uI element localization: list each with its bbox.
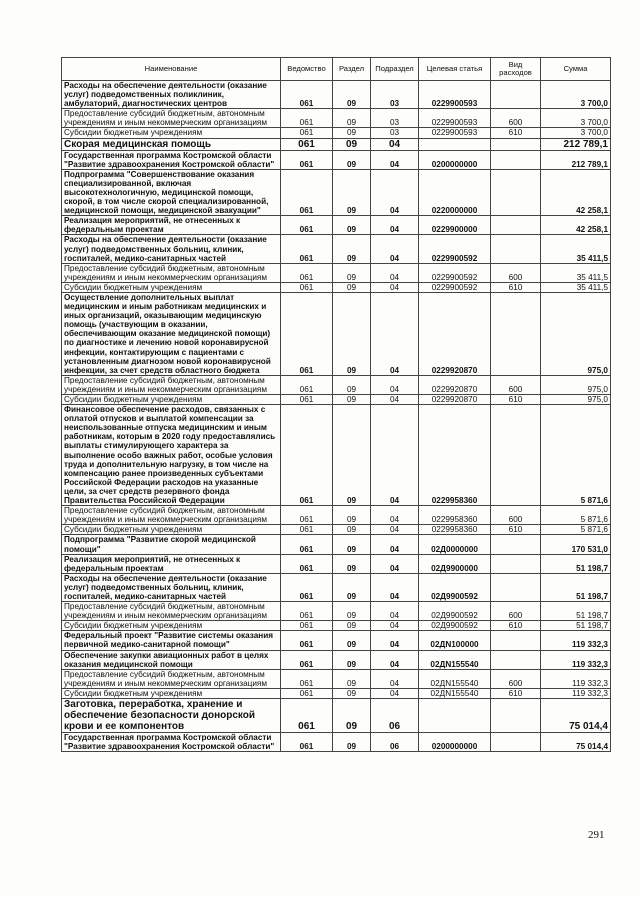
table-row <box>62 81 611 109</box>
cell-amount: 119 332,3 <box>541 631 611 650</box>
cell-expense-type <box>491 699 541 733</box>
cell-amount: 75 014,4 <box>541 733 611 752</box>
table-row <box>62 395 611 405</box>
cell-name: Субсидии бюджетным учреждениям <box>62 621 281 631</box>
cell-department: 061 <box>281 602 333 621</box>
cell-name: Заготовка, переработка, хранение и обеспечение безопасности донорской крови и ее компонентов <box>62 699 281 733</box>
cell-target-item: 02ДN100000 <box>419 631 491 650</box>
cell-expense-type <box>491 554 541 573</box>
cell-target-item: 02Д9900592 <box>419 602 491 621</box>
cell-department: 061 <box>281 169 333 215</box>
cell-expense-type <box>491 150 541 169</box>
cell-amount: 170 531,0 <box>541 535 611 554</box>
cell-subsection: 06 <box>371 733 419 752</box>
cell-name: Предоставление субсидий бюджетным, автономным учреждениям и иным некоммерческим организациям <box>62 506 281 525</box>
cell-section: 09 <box>333 282 371 292</box>
cell-subsection: 04 <box>371 535 419 554</box>
cell-name: Реализация мероприятий, не отнесенных к федеральным проектам <box>62 554 281 573</box>
table-row <box>62 573 611 601</box>
cell-subsection: 04 <box>371 602 419 621</box>
cell-section: 09 <box>333 405 371 506</box>
table-row <box>62 621 611 631</box>
cell-target-item: 0229900593 <box>419 109 491 128</box>
cell-expense-type: 600 <box>491 109 541 128</box>
cell-section: 09 <box>333 128 371 138</box>
cell-subsection: 04 <box>371 621 419 631</box>
cell-department: 061 <box>281 150 333 169</box>
cell-target-item: 0229900593 <box>419 81 491 109</box>
cell-department: 061 <box>281 216 333 235</box>
cell-name: Осуществление дополнительных выплат медицинским и иным работникам медицинских и иных организаций, оказывающим медицинскую помощь (участвующим в оказании, обеспечивающим оказание медицинской помощи) по диагностике и лечению новой коронавирусной инфекции, контактирующим с пациентами с установленным диагнозом новой коронавирусной инфекции, за счет средств областного бюджета <box>62 292 281 375</box>
cell-expense-type: 600 <box>491 602 541 621</box>
cell-department: 061 <box>281 650 333 669</box>
cell-target-item <box>419 138 491 150</box>
cell-target-item: 02ДN155540 <box>419 688 491 698</box>
table-row <box>62 405 611 506</box>
cell-amount: 42 258,1 <box>541 216 611 235</box>
table-row <box>62 375 611 394</box>
cell-department: 061 <box>281 631 333 650</box>
cell-subsection: 04 <box>371 650 419 669</box>
cell-amount: 42 258,1 <box>541 169 611 215</box>
cell-section: 09 <box>333 699 371 733</box>
cell-amount: 212 789,1 <box>541 138 611 150</box>
cell-amount: 35 411,5 <box>541 235 611 263</box>
cell-expense-type: 600 <box>491 263 541 282</box>
cell-subsection: 04 <box>371 506 419 525</box>
cell-target-item <box>419 699 491 733</box>
cell-subsection: 04 <box>371 138 419 150</box>
cell-name: Финансовое обеспечение расходов, связанных с оплатой отпусков и выплатой компенсации за неиспользованные отпуска медицинским и иным работникам, которым в 2020 году предоставлялись выплаты стимулирующего характера за выполнение особо важных работ, особые условия труда и дополнительную нагрузку, в том числе на компенсацию ранее произведенных субъектами Российской Федерации расходов на указанные цели, за счет средств резервного фонда Правительства Российской Федерации <box>62 405 281 506</box>
cell-section: 09 <box>333 263 371 282</box>
cell-section: 09 <box>333 525 371 535</box>
cell-section: 09 <box>333 169 371 215</box>
cell-target-item: 0229958360 <box>419 506 491 525</box>
cell-expense-type: 610 <box>491 621 541 631</box>
cell-section: 09 <box>333 650 371 669</box>
cell-department: 061 <box>281 375 333 394</box>
header-department: Ведомство <box>281 58 333 81</box>
cell-expense-type <box>491 405 541 506</box>
cell-section: 09 <box>333 292 371 375</box>
cell-expense-type: 610 <box>491 395 541 405</box>
cell-name: Подпрограмма "Совершенствование оказания специализированной, включая высокотехнологичную, медицинской помощи, скорой, в том числе скорой специализированной, медицинской помощи, медицинской эвакуации" <box>62 169 281 215</box>
cell-subsection: 04 <box>371 554 419 573</box>
cell-subsection: 04 <box>371 405 419 506</box>
cell-name: Подпрограмма "Развитие скорой медицинской помощи" <box>62 535 281 554</box>
table-header-row <box>62 58 611 81</box>
cell-department: 061 <box>281 263 333 282</box>
cell-name: Предоставление субсидий бюджетным, автономным учреждениям и иным некоммерческим организациям <box>62 109 281 128</box>
cell-subsection: 04 <box>371 263 419 282</box>
cell-name: Расходы на обеспечение деятельности (оказание услуг) подведомственных больниц, клиник, госпиталей, медико-санитарных частей <box>62 235 281 263</box>
cell-department: 061 <box>281 128 333 138</box>
cell-department: 061 <box>281 138 333 150</box>
table-row <box>62 650 611 669</box>
cell-amount: 35 411,5 <box>541 263 611 282</box>
cell-expense-type: 600 <box>491 375 541 394</box>
table-row <box>62 506 611 525</box>
cell-expense-type <box>491 81 541 109</box>
table-row <box>62 109 611 128</box>
cell-department: 061 <box>281 554 333 573</box>
header-amount: Сумма <box>541 58 611 81</box>
cell-amount: 975,0 <box>541 292 611 375</box>
table-row <box>62 688 611 698</box>
table-row <box>62 525 611 535</box>
cell-department: 061 <box>281 699 333 733</box>
cell-name: Расходы на обеспечение деятельности (оказание услуг) подведомственных поликлиник, амбулаторий, диагностических центров <box>62 81 281 109</box>
header-section: Раздел <box>333 58 371 81</box>
table-row <box>62 150 611 169</box>
cell-target-item: 0229920870 <box>419 395 491 405</box>
table-row <box>62 263 611 282</box>
table-row <box>62 733 611 752</box>
cell-name: Расходы на обеспечение деятельности (оказание услуг) подведомственных больниц, клиник, госпиталей, медико-санитарных частей <box>62 573 281 601</box>
cell-section: 09 <box>333 216 371 235</box>
cell-name: Скорая медицинская помощь <box>62 138 281 150</box>
table-row <box>62 292 611 375</box>
cell-expense-type <box>491 650 541 669</box>
cell-target-item: 02Д0000000 <box>419 535 491 554</box>
cell-section: 09 <box>333 554 371 573</box>
cell-section: 09 <box>333 395 371 405</box>
cell-amount: 3 700,0 <box>541 81 611 109</box>
cell-target-item: 02ДN155540 <box>419 669 491 688</box>
cell-department: 061 <box>281 405 333 506</box>
cell-department: 061 <box>281 621 333 631</box>
cell-section: 09 <box>333 573 371 601</box>
cell-target-item: 0200000000 <box>419 733 491 752</box>
table-row <box>62 535 611 554</box>
cell-department: 061 <box>281 573 333 601</box>
cell-subsection: 04 <box>371 292 419 375</box>
table-row <box>62 128 611 138</box>
cell-expense-type <box>491 216 541 235</box>
cell-amount: 119 332,3 <box>541 688 611 698</box>
header-subsection: Подраздел <box>371 58 419 81</box>
cell-target-item: 0200000000 <box>419 150 491 169</box>
cell-expense-type <box>491 573 541 601</box>
cell-target-item: 0229920870 <box>419 375 491 394</box>
cell-subsection: 04 <box>371 688 419 698</box>
cell-department: 061 <box>281 81 333 109</box>
cell-section: 09 <box>333 631 371 650</box>
cell-section: 09 <box>333 688 371 698</box>
cell-amount: 212 789,1 <box>541 150 611 169</box>
cell-target-item: 02ДN155540 <box>419 650 491 669</box>
cell-name: Обеспечение закупки авиационных работ в целях оказания медицинской помощи <box>62 650 281 669</box>
cell-target-item: 0229900592 <box>419 235 491 263</box>
cell-subsection: 04 <box>371 169 419 215</box>
cell-name: Предоставление субсидий бюджетным, автономным учреждениям и иным некоммерческим организациям <box>62 375 281 394</box>
cell-target-item: 0229920870 <box>419 292 491 375</box>
cell-department: 061 <box>281 395 333 405</box>
cell-section: 09 <box>333 621 371 631</box>
cell-name: Федеральный проект "Развитие системы оказания первичной медико-санитарной помощи" <box>62 631 281 650</box>
cell-name: Предоставление субсидий бюджетным, автономным учреждениям и иным некоммерческим организациям <box>62 263 281 282</box>
table-row <box>62 631 611 650</box>
cell-expense-type: 600 <box>491 669 541 688</box>
cell-amount: 5 871,6 <box>541 405 611 506</box>
cell-section: 09 <box>333 235 371 263</box>
cell-subsection: 04 <box>371 235 419 263</box>
table-row <box>62 235 611 263</box>
cell-expense-type: 600 <box>491 506 541 525</box>
cell-expense-type <box>491 733 541 752</box>
cell-target-item: 0229900592 <box>419 263 491 282</box>
cell-expense-type <box>491 138 541 150</box>
cell-name: Субсидии бюджетным учреждениям <box>62 525 281 535</box>
cell-expense-type <box>491 169 541 215</box>
cell-section: 09 <box>333 109 371 128</box>
cell-department: 061 <box>281 525 333 535</box>
cell-department: 061 <box>281 535 333 554</box>
cell-target-item: 0229900593 <box>419 128 491 138</box>
cell-target-item: 0229900000 <box>419 216 491 235</box>
cell-expense-type <box>491 535 541 554</box>
table-row <box>62 602 611 621</box>
cell-department: 061 <box>281 669 333 688</box>
header-expense-type: Вид расходов <box>491 58 541 81</box>
cell-department: 061 <box>281 235 333 263</box>
cell-expense-type <box>491 235 541 263</box>
cell-amount: 51 198,7 <box>541 554 611 573</box>
cell-section: 09 <box>333 535 371 554</box>
cell-amount: 119 332,3 <box>541 650 611 669</box>
cell-amount: 5 871,6 <box>541 506 611 525</box>
table-row <box>62 669 611 688</box>
cell-subsection: 04 <box>371 375 419 394</box>
cell-subsection: 03 <box>371 128 419 138</box>
cell-amount: 5 871,6 <box>541 525 611 535</box>
page-number: 291 <box>588 829 605 841</box>
cell-section: 09 <box>333 733 371 752</box>
cell-department: 061 <box>281 109 333 128</box>
header-target-item: Целевая статья <box>419 58 491 81</box>
cell-target-item: 0229958360 <box>419 405 491 506</box>
cell-amount: 3 700,0 <box>541 128 611 138</box>
cell-name: Предоставление субсидий бюджетным, автономным учреждениям и иным некоммерческим организациям <box>62 669 281 688</box>
cell-expense-type: 610 <box>491 525 541 535</box>
cell-name: Субсидии бюджетным учреждениям <box>62 282 281 292</box>
table-body <box>62 81 611 752</box>
cell-section: 09 <box>333 602 371 621</box>
budget-table <box>61 57 611 752</box>
cell-subsection: 04 <box>371 669 419 688</box>
cell-section: 09 <box>333 375 371 394</box>
cell-amount: 51 198,7 <box>541 621 611 631</box>
cell-subsection: 04 <box>371 216 419 235</box>
cell-name: Государственная программа Костромской области "Развитие здравоохранения Костромской области" <box>62 150 281 169</box>
cell-section: 09 <box>333 81 371 109</box>
cell-section: 09 <box>333 669 371 688</box>
table-row <box>62 138 611 150</box>
cell-department: 061 <box>281 506 333 525</box>
cell-department: 061 <box>281 733 333 752</box>
cell-subsection: 04 <box>371 395 419 405</box>
cell-amount: 75 014,4 <box>541 699 611 733</box>
cell-expense-type: 610 <box>491 282 541 292</box>
cell-target-item: 02Д9900592 <box>419 573 491 601</box>
cell-amount: 975,0 <box>541 375 611 394</box>
cell-expense-type: 610 <box>491 128 541 138</box>
cell-subsection: 06 <box>371 699 419 733</box>
cell-name: Государственная программа Костромской области "Развитие здравоохранения Костромской области" <box>62 733 281 752</box>
cell-amount: 51 198,7 <box>541 602 611 621</box>
cell-name: Предоставление субсидий бюджетным, автономным учреждениям и иным некоммерческим организациям <box>62 602 281 621</box>
cell-name: Субсидии бюджетным учреждениям <box>62 688 281 698</box>
table-row <box>62 282 611 292</box>
cell-name: Субсидии бюджетным учреждениям <box>62 128 281 138</box>
cell-amount: 3 700,0 <box>541 109 611 128</box>
table-row <box>62 699 611 733</box>
cell-amount: 51 198,7 <box>541 573 611 601</box>
header-name: Наименование <box>62 58 281 81</box>
cell-target-item: 0229958360 <box>419 525 491 535</box>
cell-section: 09 <box>333 506 371 525</box>
cell-amount: 35 411,5 <box>541 282 611 292</box>
cell-subsection: 03 <box>371 81 419 109</box>
cell-subsection: 04 <box>371 150 419 169</box>
cell-subsection: 04 <box>371 573 419 601</box>
cell-department: 061 <box>281 292 333 375</box>
cell-target-item: 0229900592 <box>419 282 491 292</box>
cell-target-item: 02Д9900592 <box>419 621 491 631</box>
cell-department: 061 <box>281 282 333 292</box>
cell-target-item: 0220000000 <box>419 169 491 215</box>
cell-name: Субсидии бюджетным учреждениям <box>62 395 281 405</box>
table-row <box>62 169 611 215</box>
cell-amount: 975,0 <box>541 395 611 405</box>
cell-department: 061 <box>281 688 333 698</box>
table-row <box>62 216 611 235</box>
cell-expense-type: 610 <box>491 688 541 698</box>
cell-section: 09 <box>333 150 371 169</box>
cell-subsection: 04 <box>371 282 419 292</box>
cell-subsection: 04 <box>371 631 419 650</box>
cell-expense-type <box>491 631 541 650</box>
cell-section: 09 <box>333 138 371 150</box>
cell-name: Реализация мероприятий, не отнесенных к федеральным проектам <box>62 216 281 235</box>
cell-amount: 119 332,3 <box>541 669 611 688</box>
cell-target-item: 02Д9900000 <box>419 554 491 573</box>
cell-subsection: 03 <box>371 109 419 128</box>
cell-expense-type <box>491 292 541 375</box>
cell-subsection: 04 <box>371 525 419 535</box>
table-row <box>62 554 611 573</box>
